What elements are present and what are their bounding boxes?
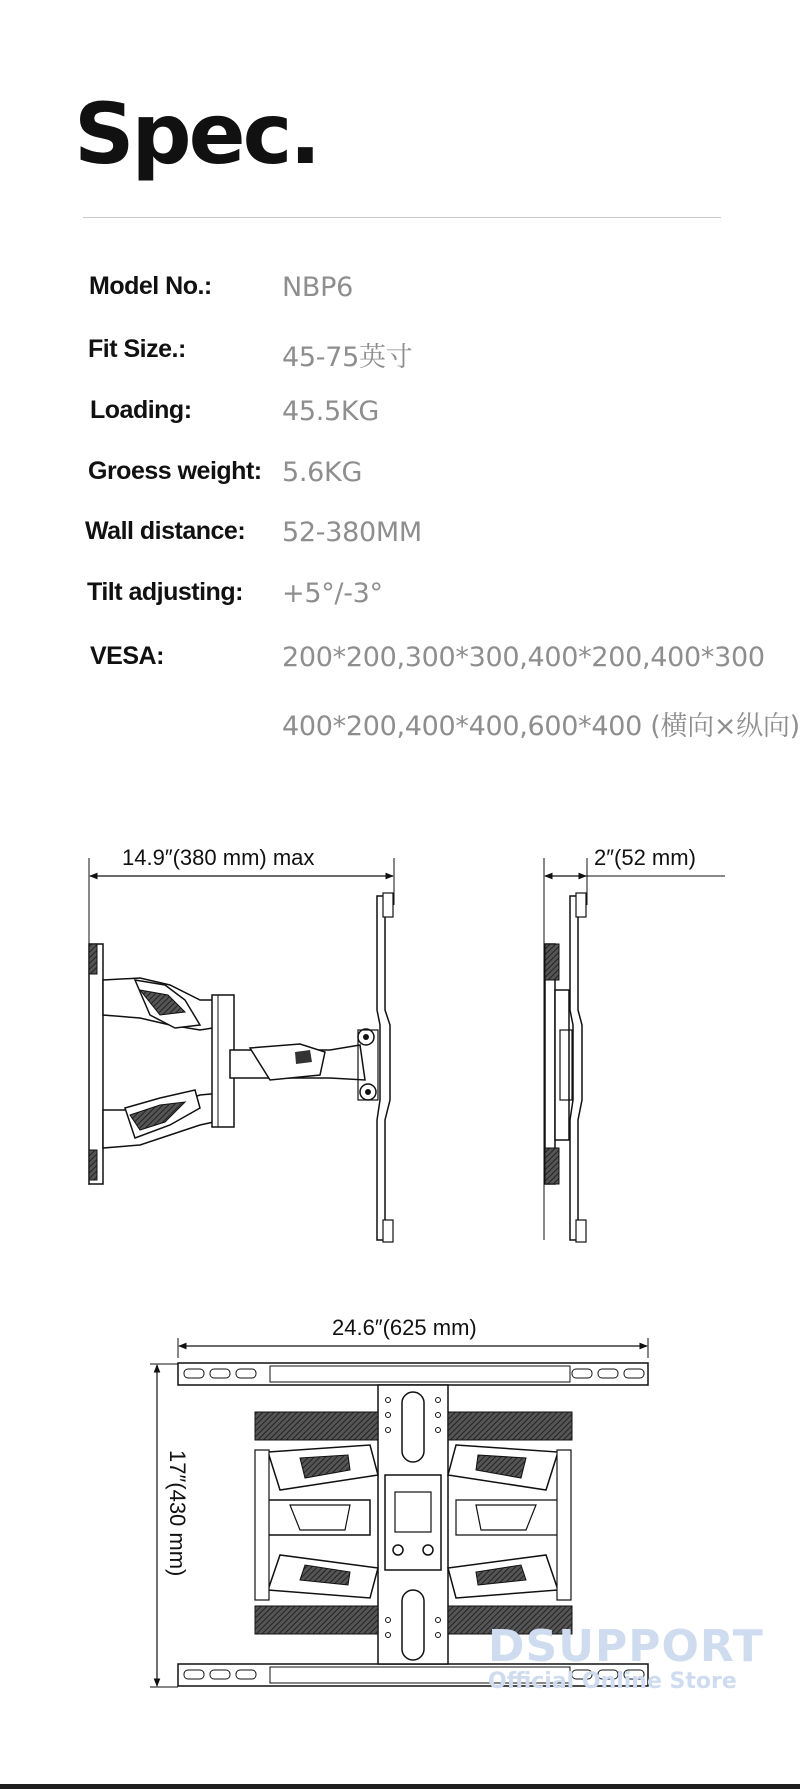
spec-label-gross-weight: Groess weight:: [88, 457, 262, 485]
spec-label-wall-distance: Wall distance:: [85, 517, 246, 545]
watermark: [488, 1621, 764, 1694]
dim-width-label: 24.6″(625 mm): [332, 1315, 477, 1340]
watermark-subtitle: Official Online Store: [488, 1669, 737, 1694]
spec-value-loading: 45.5KG: [282, 396, 379, 427]
side-view-folded: [544, 845, 725, 1242]
dim-depth-label: 2″(52 mm): [594, 845, 696, 870]
spec-value-vesa: 200*200,300*300,400*200,400*300: [282, 642, 765, 673]
side-view-extended: [89, 845, 394, 1242]
spec-value-vesa-extra: 400*200,400*400,600*400 (横向×纵向): [282, 711, 800, 742]
dim-extension-label: 14.9″(380 mm) max: [122, 845, 315, 870]
bottom-bar: [0, 1784, 800, 1789]
spec-label-vesa: VESA:: [90, 642, 164, 670]
spec-value-fit-size: 45-75英寸: [282, 342, 413, 373]
spec-value-gross-weight: 5.6KG: [282, 457, 363, 488]
watermark-brand: DSUPPORT: [488, 1621, 764, 1672]
spec-label-fit-size: Fit Size.:: [88, 335, 186, 363]
dim-height-label: 17″(430 mm): [165, 1450, 190, 1577]
spec-value-model: NBP6: [282, 272, 353, 303]
spec-label-loading: Loading:: [90, 396, 192, 424]
spec-value-wall-distance: 52-380MM: [282, 517, 422, 548]
spec-label-model: Model No.:: [89, 272, 212, 300]
page-title: Spec.: [74, 85, 319, 183]
spec-label-tilt: Tilt adjusting:: [87, 578, 243, 606]
spec-value-tilt: +5°/-3°: [282, 578, 383, 609]
